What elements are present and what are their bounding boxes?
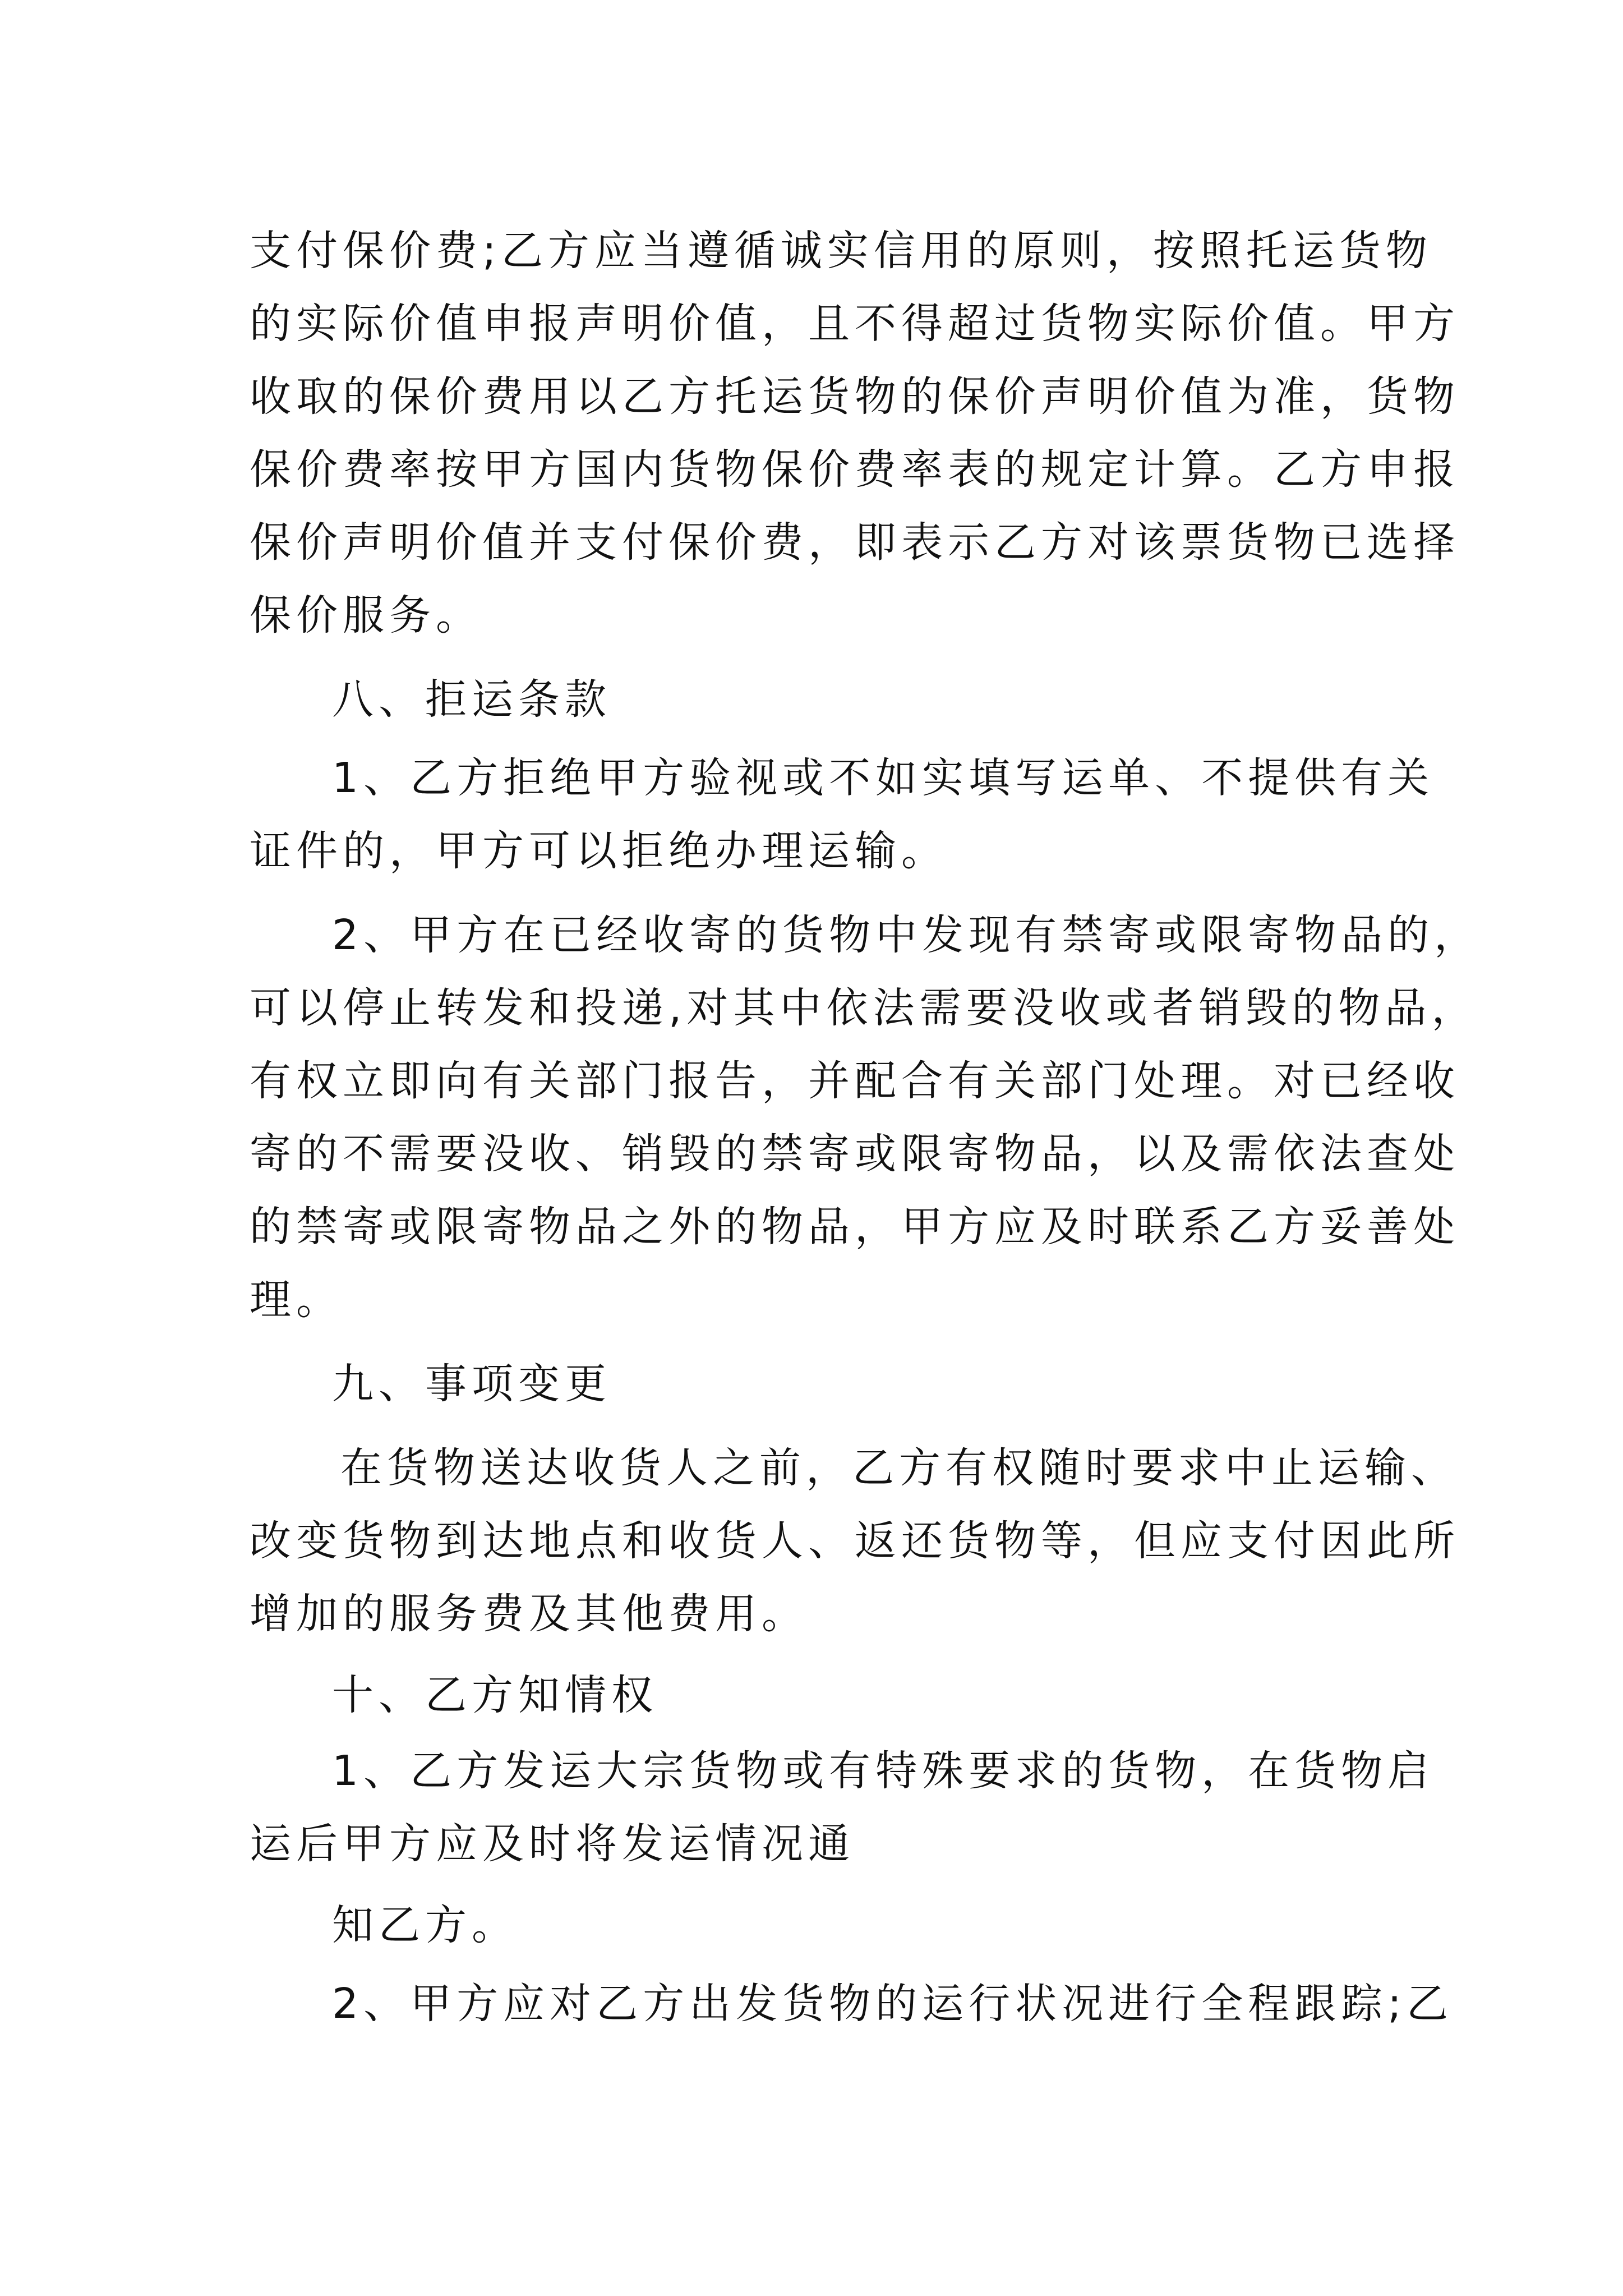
paragraph-line: 寄的不需要没收、销毁的禁寄或限寄物品，以及需依法查处 [250,1130,1460,1178]
paragraph-line: 的禁寄或限寄物品之外的物品，甲方应及时联系乙方妥善处 [250,1203,1460,1251]
paragraph-line: 保价服务。 [250,591,482,639]
paragraph-line: 1、乙方发运大宗货物或有特殊要求的货物，在货物启 [332,1747,1435,1795]
paragraph-line: 改变货物到达地点和收货人、返还货物等，但应支付因此所 [250,1517,1460,1565]
paragraph-line: 可以停止转发和投递,对其中依法需要没收或者销毁的物品， [250,984,1478,1032]
paragraph-line: 运后甲方应及时将发运情况通 [250,1820,855,1868]
section-heading: 八、拒运条款 [332,675,611,724]
paragraph-line: 理。 [250,1276,343,1324]
paragraph-line: 支付保价费;乙方应当遵循诚实信用的原则，按照托运货物 [250,227,1432,275]
section-heading: 十、乙方知情权 [332,1671,658,1719]
paragraph-line: 的实际价值申报声明价值，且不得超过货物实际价值。甲方 [250,300,1460,348]
paragraph-line: 在货物送达收货人之前，乙方有权随时要求中止运输、 [340,1444,1458,1492]
paragraph-line: 证件的，甲方可以拒绝办理运输。 [250,827,948,875]
paragraph-line: 有权立即向有关部门报告，并配合有关部门处理。对已经收 [250,1057,1460,1105]
paragraph-line: 保价费率按甲方国内货物保价费率表的规定计算。乙方申报 [250,445,1460,494]
paragraph-line: 收取的保价费用以乙方托运货物的保价声明价值为准，货物 [250,372,1460,421]
section-heading: 九、事项变更 [332,1360,611,1408]
paragraph-line: 2、甲方应对乙方出发货物的运行状况进行全程跟踪;乙 [332,1980,1454,2028]
paragraph-line: 1、乙方拒绝甲方验视或不如实填写运单、不提供有关 [332,754,1435,802]
paragraph-line: 知乙方。 [332,1901,518,1949]
paragraph-line: 保价声明价值并支付保价费，即表示乙方对该票货物已选择 [250,518,1460,567]
paragraph-line: 2、甲方在已经收寄的货物中发现有禁寄或限寄物品的， [332,911,1481,959]
paragraph-line: 增加的服务费及其他费用。 [250,1590,808,1638]
